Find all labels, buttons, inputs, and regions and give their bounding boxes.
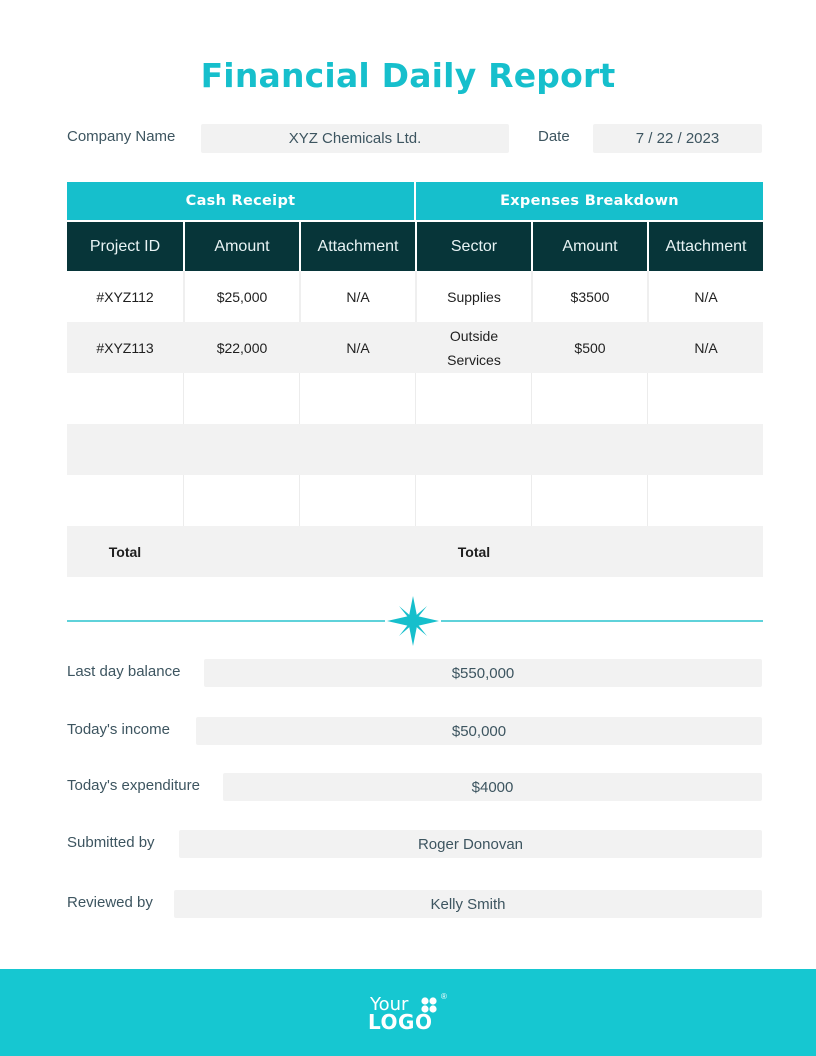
submitted-by-label: Submitted by xyxy=(67,834,155,851)
table-cell[interactable]: N/A xyxy=(647,322,763,373)
table-cell[interactable]: $3500 xyxy=(531,271,647,322)
star-divider-icon xyxy=(385,594,441,648)
table-cell-empty[interactable] xyxy=(183,424,299,475)
total-left-label: Total xyxy=(67,526,183,577)
total-right-label: Total xyxy=(415,526,531,577)
reviewed-by-field[interactable]: Kelly Smith xyxy=(174,890,762,918)
total-right-value[interactable] xyxy=(531,526,647,577)
logo-text-top: Your xyxy=(370,994,409,1015)
table-cell-empty[interactable] xyxy=(415,373,531,424)
table-cell[interactable]: #XYZ113 xyxy=(67,322,183,373)
table-row-empty xyxy=(67,475,763,526)
table-cell-empty[interactable] xyxy=(67,475,183,526)
table-cell[interactable]: N/A xyxy=(647,271,763,322)
total-right-extra xyxy=(647,526,763,577)
cash-receipt-header: Cash Receipt xyxy=(67,182,414,220)
table-cell[interactable]: N/A xyxy=(299,271,415,322)
column-header-attachment: Attachment xyxy=(299,222,415,271)
total-left-extra xyxy=(299,526,415,577)
column-header-attachment: Attachment xyxy=(647,222,763,271)
reviewed-by-label: Reviewed by xyxy=(67,894,153,911)
table-cell[interactable]: #XYZ112 xyxy=(67,271,183,322)
last-day-balance-label: Last day balance xyxy=(67,663,181,680)
company-name-label: Company Name xyxy=(67,128,176,145)
column-header-sector: Sector xyxy=(415,222,531,271)
expenses-breakdown-header: Expenses Breakdown xyxy=(414,182,763,220)
table-cell-empty[interactable] xyxy=(647,475,763,526)
table-cell-empty[interactable] xyxy=(299,424,415,475)
table-column-headers xyxy=(67,220,763,271)
table-cell[interactable]: $22,000 xyxy=(183,322,299,373)
table-row-empty xyxy=(67,424,763,475)
company-logo xyxy=(368,994,452,1034)
table-row-empty xyxy=(67,373,763,424)
registered-mark: ® xyxy=(441,992,447,1001)
table-cell-empty[interactable] xyxy=(531,475,647,526)
table-cell[interactable]: Supplies xyxy=(415,271,531,322)
submitted-by-field[interactable]: Roger Donovan xyxy=(179,830,762,858)
table-cell-empty[interactable] xyxy=(299,475,415,526)
table-cell[interactable]: N/A xyxy=(299,322,415,373)
todays-expenditure-label: Today's expenditure xyxy=(67,777,200,794)
date-label: Date xyxy=(538,128,570,145)
todays-income-field[interactable]: $50,000 xyxy=(196,717,762,745)
company-name-field[interactable]: XYZ Chemicals Ltd. xyxy=(201,124,509,153)
column-header-amount: Amount xyxy=(183,222,299,271)
logo-text-bottom: LOGO xyxy=(368,1010,433,1034)
todays-income-label: Today's income xyxy=(67,721,170,738)
total-left-value[interactable] xyxy=(183,526,299,577)
report-table xyxy=(67,182,763,577)
table-cell-empty[interactable] xyxy=(647,424,763,475)
date-field[interactable]: 7 / 22 / 2023 xyxy=(593,124,762,153)
table-cell-empty[interactable] xyxy=(67,373,183,424)
table-cell-empty[interactable] xyxy=(531,424,647,475)
table-cell-empty[interactable] xyxy=(531,373,647,424)
table-cell-empty[interactable] xyxy=(67,424,183,475)
column-header-amount: Amount xyxy=(531,222,647,271)
last-day-balance-field[interactable]: $550,000 xyxy=(204,659,762,687)
column-header-project-id: Project ID xyxy=(67,222,183,271)
table-cell-empty[interactable] xyxy=(647,373,763,424)
table-cell[interactable]: Outside Services xyxy=(415,322,531,373)
table-total-row xyxy=(67,526,763,577)
todays-expenditure-field[interactable]: $4000 xyxy=(223,773,762,801)
table-cell[interactable]: $25,000 xyxy=(183,271,299,322)
table-cell-empty[interactable] xyxy=(415,475,531,526)
table-cell[interactable]: $500 xyxy=(531,322,647,373)
table-cell-empty[interactable] xyxy=(415,424,531,475)
table-cell-empty[interactable] xyxy=(299,373,415,424)
page-title: Financial Daily Report xyxy=(200,56,616,95)
table-cell-empty[interactable] xyxy=(183,475,299,526)
table-row xyxy=(67,271,763,322)
table-group-header xyxy=(67,182,763,220)
table-cell-empty[interactable] xyxy=(183,373,299,424)
table-row xyxy=(67,322,763,373)
